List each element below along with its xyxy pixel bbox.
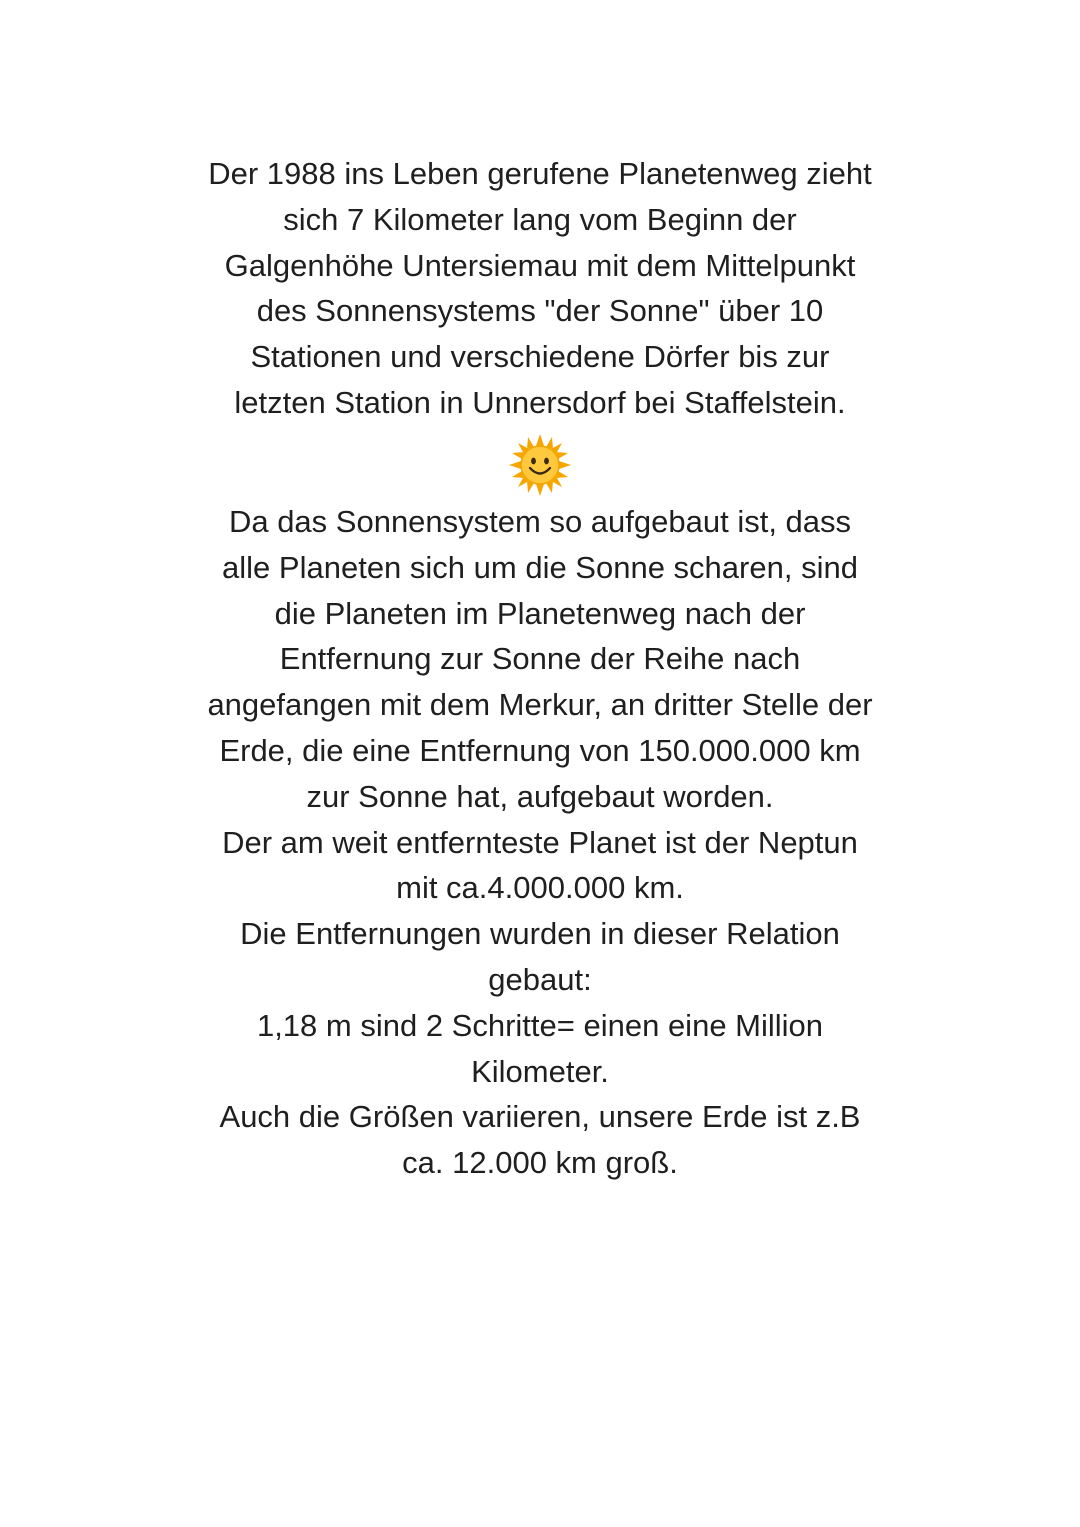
intro-paragraph (150, 151, 930, 426)
text-line: alle Planeten sich um die Sonne scharen, sind (222, 549, 858, 585)
text-line: Da das Sonnensystem so aufgebaut ist, dass (228, 504, 852, 539)
text-line: des Sonnensystems "der Sonne" über 10 (256, 293, 824, 329)
text-line: Kilometer. (471, 1053, 609, 1089)
text-line: die Planeten im Planetenweg nach der (274, 595, 806, 631)
text-line: Erde, die eine Entfernung von 150.000.000 km (219, 732, 861, 768)
text-line: ca. 12.000 km groß. (402, 1145, 678, 1181)
text-line: angefangen mit dem Merkur, an dritter Stelle der (207, 687, 873, 723)
main-paragraph (150, 499, 930, 1186)
text-line: 1,18 m sind 2 Schritte= einen eine Million (256, 1007, 824, 1043)
sun-with-face-icon (508, 433, 572, 497)
text-line: Entfernung zur Sonne der Reihe nach (279, 641, 801, 677)
text-line: letzten Station in Unnersdorf bei Staffelstein. (234, 384, 846, 420)
text-line: Galgenhöhe Untersiemau mit dem Mittelpunkt (224, 247, 856, 283)
text-line: Auch die Größen variieren, unsere Erde ist z.B (219, 1099, 861, 1135)
text-line: mit ca.4.000.000 km. (396, 870, 684, 906)
text-line: sich 7 Kilometer lang vom Beginn der (283, 201, 797, 237)
text-line: Stationen und verschiedene Dörfer bis zur (250, 339, 830, 375)
text-line: Der 1988 ins Leben gerufene Planetenweg zieht (208, 156, 872, 191)
text-line: Die Entfernungen wurden in dieser Relation (240, 916, 840, 952)
text-line: gebaut: (488, 961, 592, 997)
text-line: zur Sonne hat, aufgebaut worden. (306, 778, 774, 814)
text-line: Der am weit entfernteste Planet ist der Neptun (222, 824, 858, 860)
